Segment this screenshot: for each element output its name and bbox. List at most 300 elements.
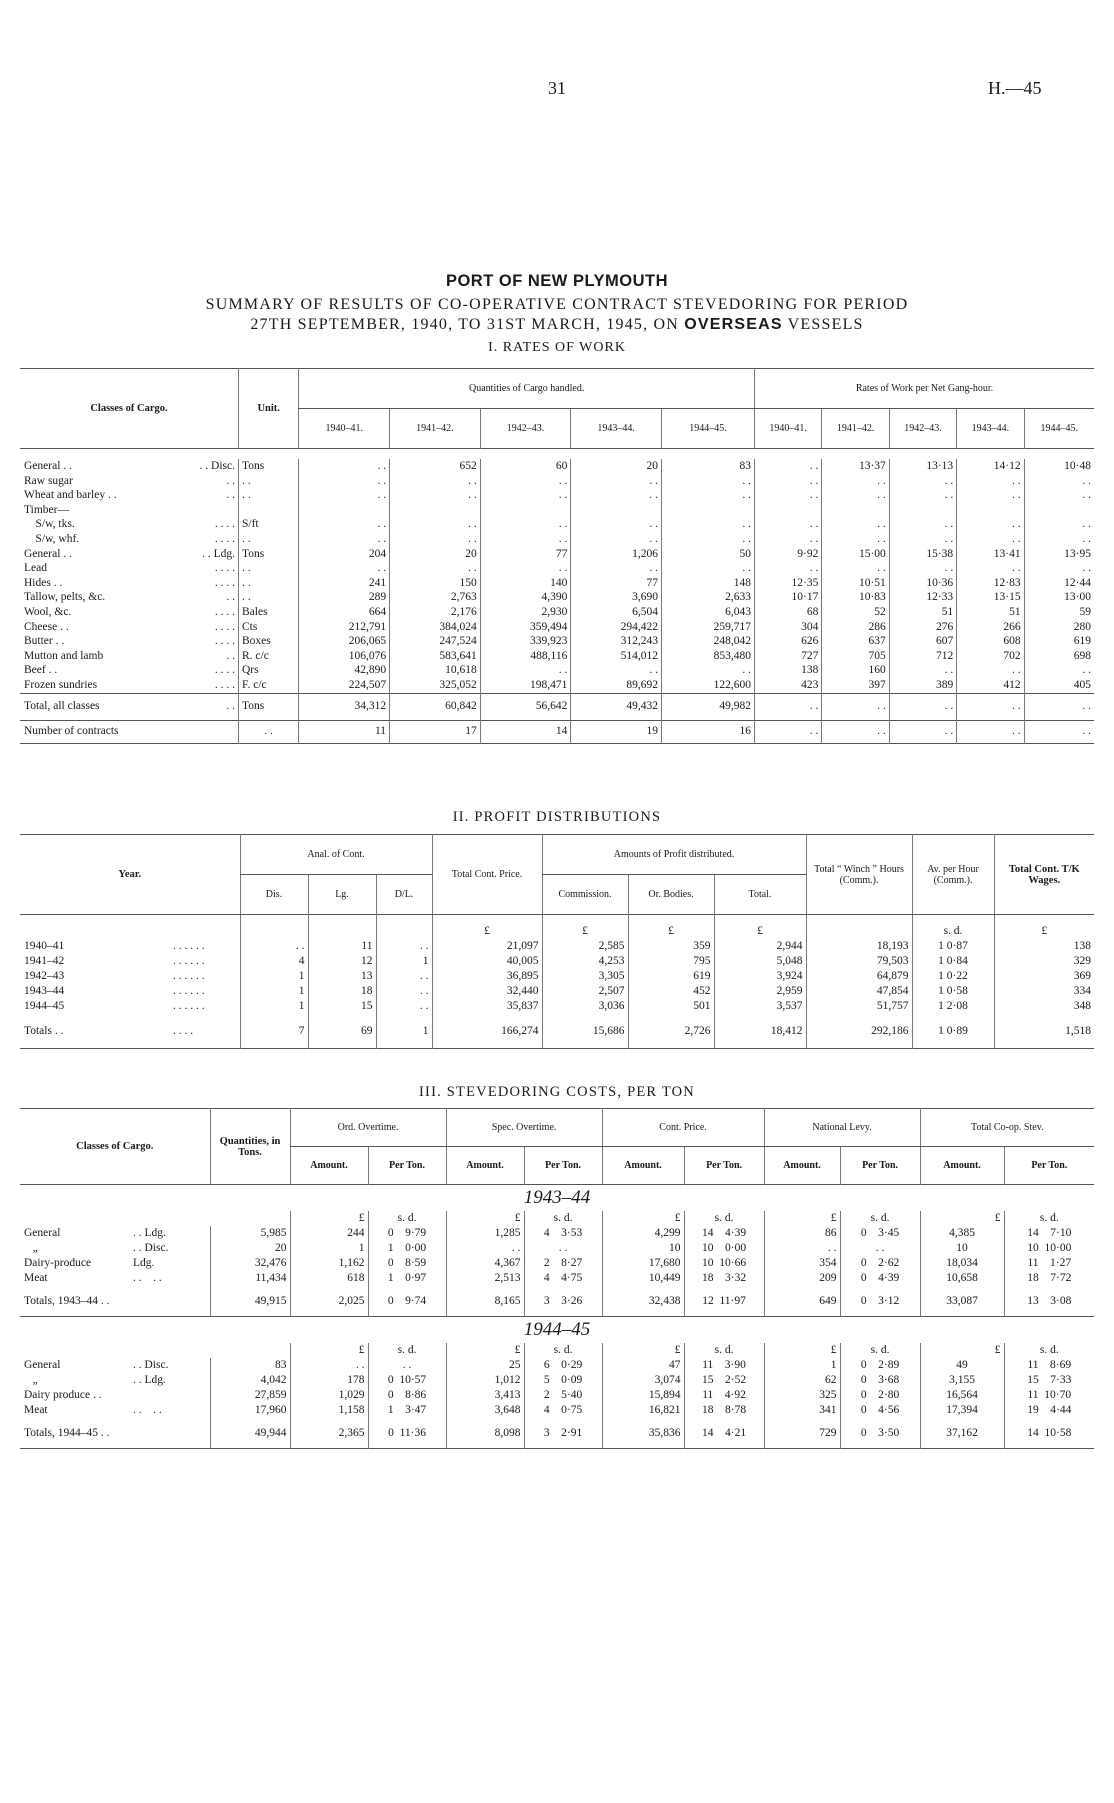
quantity-cell: 106,076: [299, 649, 390, 664]
cargo-class: „: [24, 1374, 38, 1386]
quantity-cell: . .: [299, 459, 390, 474]
cargo-row: [20, 503, 1094, 518]
profit-winch: 47,854: [806, 984, 912, 999]
quantity-cell: . .: [661, 474, 754, 489]
cost-coopp: 15 7·33: [1004, 1373, 1094, 1388]
rate-cell: . .: [957, 663, 1024, 678]
quantity-cell: 241: [299, 576, 390, 591]
cost-coop: 3,155: [920, 1373, 1004, 1388]
total-sub: . .: [226, 700, 235, 713]
cargo-class: Butter . .: [24, 635, 65, 648]
rate-cell: 702: [957, 649, 1024, 664]
leader-dots: . . . . . .: [173, 955, 205, 967]
rate-cell: . .: [754, 459, 821, 474]
quantity-cell: 339,923: [480, 634, 571, 649]
cost-contp: 15 2·52: [684, 1373, 764, 1388]
qty-year-header: 1941–42.: [390, 409, 481, 449]
cargo-unit: S/ft: [239, 517, 299, 532]
cost-row: [20, 1373, 1094, 1388]
rate-cell: 13·15: [957, 590, 1024, 605]
quantity-cell: 2,763: [390, 590, 481, 605]
unit-s-d: s. d.: [368, 1343, 446, 1358]
cargo-row: [20, 532, 1094, 547]
profit-bodies: 501: [628, 999, 714, 1014]
quantity-cell: 212,791: [299, 620, 390, 635]
cargo-subclass: . . . .: [214, 562, 235, 575]
profit-dis: . .: [240, 939, 308, 954]
rate-cell: 14·12: [957, 459, 1024, 474]
cost-cont: 3,074: [602, 1373, 684, 1388]
profit-price: 36,895: [432, 969, 542, 984]
contracts-count: 16: [661, 720, 754, 743]
profit-row: [20, 939, 1094, 954]
year-heading-row: [20, 1317, 1094, 1344]
profit-dl: 1: [376, 954, 432, 969]
rates-of-work-table: [20, 368, 1094, 744]
rate-cell: . .: [889, 517, 956, 532]
cargo-class: Meat: [24, 1404, 48, 1416]
quantity-cell: 77: [480, 547, 571, 562]
total-rate: . .: [1024, 693, 1094, 720]
rate-cell: 15·00: [822, 547, 889, 562]
totals-ordp: 0 11·36: [368, 1418, 446, 1449]
cost-spec: 3,648: [446, 1403, 524, 1418]
cargo-class: Beef . .: [24, 664, 58, 677]
cargo-subclass: . . . .: [214, 518, 235, 531]
cargo-subclass: . . . .: [214, 532, 235, 545]
unit-s-d: s. d.: [368, 1211, 446, 1226]
rate-cell: 68: [754, 605, 821, 620]
cargo-row: [20, 459, 1094, 474]
cost-ord: . .: [290, 1358, 368, 1373]
currency-commission: £: [542, 915, 628, 940]
blank-cell: [170, 915, 240, 940]
totals-dis: 7: [240, 1014, 308, 1049]
quantity-cell: 42,890: [299, 663, 390, 678]
year-label: 1944–45: [24, 1000, 65, 1012]
profit-bodies: 795: [628, 954, 714, 969]
total-row: [20, 693, 1094, 720]
rate-cell: 286: [822, 620, 889, 635]
quantity-cell: [661, 503, 754, 518]
cargo-subclass: . .: [226, 591, 235, 604]
unit-s-d: s. d.: [1004, 1343, 1094, 1358]
rate-cell: 698: [1024, 649, 1094, 664]
section-stevedoring-costs-heading: III. STEVEDORING COSTS, PER TON: [419, 1084, 695, 1100]
quantity-cell: . .: [661, 488, 754, 503]
quantity-cell: 853,480: [661, 649, 754, 664]
header-unit: Unit.: [239, 369, 299, 449]
profit-lg: 11: [308, 939, 376, 954]
rate-year-header: 1942–43.: [889, 409, 956, 449]
rate-cell: . .: [754, 532, 821, 547]
totals-lg: 69: [308, 1014, 376, 1049]
rate-cell: 138: [754, 663, 821, 678]
unit-pound: £: [602, 1343, 684, 1358]
rate-cell: 389: [889, 678, 956, 693]
units-row: [20, 1211, 1094, 1226]
unit-pound: £: [764, 1211, 840, 1226]
cargo-class: „: [24, 1242, 38, 1254]
header-lg: Lg.: [308, 875, 376, 915]
cost-row: [20, 1226, 1094, 1241]
per-ton-header: Per Ton.: [524, 1147, 602, 1185]
cargo-subclass: . . Disc.: [133, 1242, 169, 1254]
contracts-rate: . .: [957, 720, 1024, 743]
cargo-row: [20, 590, 1094, 605]
blank-cell: [240, 915, 308, 940]
units-row: [20, 1343, 1094, 1358]
rate-cell: . .: [957, 532, 1024, 547]
cargo-class: Dairy produce . .: [24, 1389, 102, 1401]
cargo-unit: Tons: [239, 547, 299, 562]
cost-ordp: 0 8·59: [368, 1256, 446, 1271]
unit-pound: £: [290, 1211, 368, 1226]
profit-price: 35,837: [432, 999, 542, 1014]
total-quantity: 56,642: [480, 693, 571, 720]
profit-total: 3,537: [714, 999, 806, 1014]
quantity-cell: [571, 503, 662, 518]
cargo-unit: Bales: [239, 605, 299, 620]
profit-tk: 329: [994, 954, 1094, 969]
qty-year-header: 1944–45.: [661, 409, 754, 449]
rate-cell: 10·17: [754, 590, 821, 605]
cargo-unit: . .: [239, 474, 299, 489]
quantity-cell: 77: [571, 576, 662, 591]
header-amounts-of-profit: Amounts of Profit distributed.: [542, 835, 806, 875]
cost-levy: 209: [764, 1271, 840, 1286]
cost-coop: 18,034: [920, 1256, 1004, 1271]
cargo-row: [20, 517, 1094, 532]
cargo-subclass: . .: [226, 649, 235, 662]
profit-price: 32,440: [432, 984, 542, 999]
section-rates-of-work-heading: I. RATES OF WORK: [488, 340, 626, 355]
cost-ord: 1,158: [290, 1403, 368, 1418]
rate-cell: 9·92: [754, 547, 821, 562]
cargo-row: [20, 663, 1094, 678]
profit-av: 1 0·87: [912, 939, 994, 954]
totals-coop: 37,162: [920, 1418, 1004, 1449]
period-text: 27TH SEPTEMBER, 1940, TO 31ST MARCH, 1945, ON: [250, 316, 685, 333]
profit-row: [20, 954, 1094, 969]
cost-levy: . .: [764, 1241, 840, 1256]
header-year: Year.: [20, 835, 240, 915]
header-quantities: Quantities of Cargo handled.: [299, 369, 755, 409]
totals-spec: 8,165: [446, 1286, 524, 1317]
header-commission: Commission.: [542, 875, 628, 915]
cost-coop: 10: [920, 1241, 1004, 1256]
quantity-cell: 20: [571, 459, 662, 474]
totals-specp: 3 3·26: [524, 1286, 602, 1317]
header-spec-overtime: Spec. Overtime.: [446, 1109, 602, 1147]
leader-dots: . . . . . .: [173, 940, 205, 952]
cost-coopp: 18 7·72: [1004, 1271, 1094, 1286]
quantity-tons: 83: [210, 1358, 290, 1373]
rate-cell: 619: [1024, 634, 1094, 649]
profit-dl: . .: [376, 999, 432, 1014]
rate-cell: 405: [1024, 678, 1094, 693]
year-label: 1943–44: [24, 985, 65, 997]
profit-total: 2,944: [714, 939, 806, 954]
rate-cell: . .: [754, 474, 821, 489]
profit-total: 3,924: [714, 969, 806, 984]
cost-coop: 10,658: [920, 1271, 1004, 1286]
rate-cell: 13·13: [889, 459, 956, 474]
currency-bodies: £: [628, 915, 714, 940]
rate-cell: 712: [889, 649, 956, 664]
total-quantity: 49,432: [571, 693, 662, 720]
cargo-class: General . .: [24, 547, 72, 560]
quantity-tons: 4,042: [210, 1373, 290, 1388]
quantity-cell: 2,176: [390, 605, 481, 620]
quantity-cell: 583,641: [390, 649, 481, 664]
rate-cell: . .: [754, 517, 821, 532]
cargo-subclass: . . . .: [133, 1404, 162, 1416]
cargo-class: S/w, tks.: [24, 518, 75, 531]
page-number: 31: [548, 78, 566, 98]
cargo-class: General: [24, 1359, 61, 1371]
quantity-cell: 10,618: [390, 663, 481, 678]
qty-year-header: 1940–41.: [299, 409, 390, 449]
profit-row: [20, 984, 1094, 999]
cargo-row: [20, 678, 1094, 693]
unit-pound: £: [602, 1211, 684, 1226]
profit-tk: 138: [994, 939, 1094, 954]
per-ton-header: Per Ton.: [368, 1147, 446, 1185]
rate-cell: 626: [754, 634, 821, 649]
cost-coopp: 11 8·69: [1004, 1358, 1094, 1373]
cost-cont: 10: [602, 1241, 684, 1256]
quantity-cell: 83: [661, 459, 754, 474]
totals-tk: 1,518: [994, 1014, 1094, 1049]
profit-av: 1 0·84: [912, 954, 994, 969]
parliamentary-reference: H.—45: [988, 78, 1042, 98]
contracts-count: 14: [480, 720, 571, 743]
unit-s-d: s. d.: [684, 1343, 764, 1358]
quantity-cell: . .: [661, 561, 754, 576]
cargo-unit: . .: [239, 590, 299, 605]
leader-dots: . . . . . .: [173, 985, 205, 997]
cost-row: [20, 1256, 1094, 1271]
quantity-cell: . .: [571, 561, 662, 576]
rate-cell: . .: [1024, 663, 1094, 678]
cargo-class: S/w, whf.: [24, 532, 80, 545]
totals-label: Totals, 1944–45 . .: [24, 1426, 110, 1439]
rates-table-body: [20, 449, 1094, 744]
report-subtitle: SUMMARY OF RESULTS OF CO-OPERATIVE CONTRACT STEVEDORING FOR PERIOD: [205, 296, 909, 313]
cargo-class: Mutton and lamb: [24, 649, 104, 662]
per-ton-header: Per Ton.: [840, 1147, 920, 1185]
cost-levy: 354: [764, 1256, 840, 1271]
unit-s-d: s. d.: [1004, 1211, 1094, 1226]
profit-winch: 51,757: [806, 999, 912, 1014]
contracts-rate: . .: [1024, 720, 1094, 743]
profit-table-header: [20, 835, 1094, 915]
cargo-row: [20, 474, 1094, 489]
total-unit: Tons: [239, 693, 299, 720]
cost-row: [20, 1271, 1094, 1286]
cost-ordp: 0 8·86: [368, 1388, 446, 1403]
quantity-cell: . .: [390, 517, 481, 532]
rate-cell: 51: [889, 605, 956, 620]
cost-row: [20, 1403, 1094, 1418]
profit-tk: 348: [994, 999, 1094, 1014]
header-dl: D/L.: [376, 875, 432, 915]
report-title: PORT OF NEW PLYMOUTH: [445, 272, 669, 290]
rate-cell: 423: [754, 678, 821, 693]
profit-winch: 64,879: [806, 969, 912, 984]
cargo-subclass: Ldg.: [133, 1257, 155, 1269]
cost-spec: 3,413: [446, 1388, 524, 1403]
quantity-cell: 20: [390, 547, 481, 562]
total-quantity: 60,842: [390, 693, 481, 720]
cargo-unit: Qrs: [239, 663, 299, 678]
profit-total: 2,959: [714, 984, 806, 999]
costs-table-body: [20, 1185, 1094, 1449]
cargo-class: Meat: [24, 1272, 48, 1284]
rate-cell: 13·00: [1024, 590, 1094, 605]
profit-comm: 2,507: [542, 984, 628, 999]
totals-coop: 33,087: [920, 1286, 1004, 1317]
cargo-unit: F. c/c: [239, 678, 299, 693]
quantity-cell: . .: [661, 663, 754, 678]
quantity-cell: 259,717: [661, 620, 754, 635]
cargo-subclass: . . . .: [133, 1272, 162, 1284]
header-quantities-in-tons: Quantities, in Tons.: [210, 1109, 290, 1185]
cargo-unit: Cts: [239, 620, 299, 635]
rate-cell: 412: [957, 678, 1024, 693]
cost-spec: 25: [446, 1358, 524, 1373]
cargo-subclass: . . . .: [214, 620, 235, 633]
cost-specp: 4 3·53: [524, 1226, 602, 1241]
unit-pound: £: [920, 1211, 1004, 1226]
rate-year-header: 1943–44.: [957, 409, 1024, 449]
rate-cell: . .: [957, 488, 1024, 503]
cost-coopp: 11 1·27: [1004, 1256, 1094, 1271]
quantity-cell: 488,116: [480, 649, 571, 664]
header-cont-price: Cont. Price.: [602, 1109, 764, 1147]
amount-header: Amount.: [446, 1147, 524, 1185]
rate-cell: . .: [1024, 474, 1094, 489]
cost-cont: 15,894: [602, 1388, 684, 1403]
header-national-levy: National Levy.: [764, 1109, 920, 1147]
cargo-class: Hides . .: [24, 576, 63, 589]
quantity-cell: . .: [661, 532, 754, 547]
cost-specp: 2 8·27: [524, 1256, 602, 1271]
quantity-cell: 6,504: [571, 605, 662, 620]
quantity-cell: [390, 503, 481, 518]
quantity-cell: . .: [571, 663, 662, 678]
cost-specp: 4 4·75: [524, 1271, 602, 1286]
cost-spec: . .: [446, 1241, 524, 1256]
totals-contp: 14 4·21: [684, 1418, 764, 1449]
rate-cell: 280: [1024, 620, 1094, 635]
blank-cell: [20, 915, 170, 940]
quantity-cell: . .: [480, 474, 571, 489]
rate-cell: . .: [754, 488, 821, 503]
header-tk-wages: Total Cont. T/K Wages.: [994, 835, 1094, 915]
rate-cell: 10·51: [822, 576, 889, 591]
quantity-cell: . .: [571, 488, 662, 503]
cost-levyp: 0 4·39: [840, 1271, 920, 1286]
cargo-class: Cheese . .: [24, 620, 69, 633]
report-period: [0, 316, 1114, 334]
rate-cell: 15·38: [889, 547, 956, 562]
header-dis: Dis.: [240, 875, 308, 915]
rate-cell: 705: [822, 649, 889, 664]
year-label: 1940–41: [24, 940, 65, 952]
cost-cont: 17,680: [602, 1256, 684, 1271]
rate-cell: 607: [889, 634, 956, 649]
cargo-unit: . .: [239, 488, 299, 503]
cost-cont: 4,299: [602, 1226, 684, 1241]
per-ton-header: Per Ton.: [684, 1147, 764, 1185]
profit-row: [20, 999, 1094, 1014]
contracts-count: 19: [571, 720, 662, 743]
unit-pound: £: [764, 1343, 840, 1358]
quantity-tons: 11,434: [210, 1271, 290, 1286]
rate-cell: 12·83: [957, 576, 1024, 591]
quantity-cell: . .: [571, 517, 662, 532]
totals-label: Totals, 1943–44 . .: [24, 1294, 110, 1307]
cargo-subclass: . . Ldg.: [133, 1374, 166, 1386]
quantity-cell: 247,524: [390, 634, 481, 649]
rate-cell: 13·95: [1024, 547, 1094, 562]
totals-cont: 32,438: [602, 1286, 684, 1317]
cargo-class: Tallow, pelts, &c.: [24, 591, 106, 604]
blank-cell: [376, 915, 432, 940]
cost-specp: 6 0·29: [524, 1358, 602, 1373]
contracts-row: [20, 720, 1094, 743]
cost-totals-row: [20, 1286, 1094, 1317]
overseas-emphasis: OVERSEAS: [684, 316, 783, 333]
cargo-subclass: . . Ldg.: [133, 1227, 166, 1239]
cost-ord: 1,029: [290, 1388, 368, 1403]
totals-coopp: 14 10·58: [1004, 1418, 1094, 1449]
cost-coop: 4,385: [920, 1226, 1004, 1241]
cost-ordp: 1 0·00: [368, 1241, 446, 1256]
cargo-row: [20, 649, 1094, 664]
profit-bodies: 619: [628, 969, 714, 984]
profit-totals-row: [20, 1014, 1094, 1049]
cost-ord: 178: [290, 1373, 368, 1388]
cargo-unit: . .: [239, 561, 299, 576]
year-label: 1941–42: [24, 955, 65, 967]
cost-specp: . .: [524, 1241, 602, 1256]
unit-s-d: s. d.: [524, 1343, 602, 1358]
cost-levyp: 0 2·89: [840, 1358, 920, 1373]
cargo-subclass: . . Disc.: [199, 460, 235, 472]
totals-contp: 12 11·97: [684, 1286, 764, 1317]
qty-year-header: 1942–43.: [480, 409, 571, 449]
cargo-unit: Tons: [239, 459, 299, 474]
profit-lg: 13: [308, 969, 376, 984]
rate-year-header: 1941–42.: [822, 409, 889, 449]
rate-cell: 10·48: [1024, 459, 1094, 474]
rate-cell: . .: [822, 474, 889, 489]
cost-levy: 86: [764, 1226, 840, 1241]
quantity-tons: 27,859: [210, 1388, 290, 1403]
quantity-cell: . .: [299, 532, 390, 547]
profit-row: [20, 969, 1094, 984]
quantity-tons: 5,985: [210, 1226, 290, 1241]
rate-cell: . .: [822, 488, 889, 503]
totals-ord: 2,025: [290, 1286, 368, 1317]
profit-winch: 79,503: [806, 954, 912, 969]
quantity-cell: 148: [661, 576, 754, 591]
quantity-cell: 384,024: [390, 620, 481, 635]
quantity-cell: 206,065: [299, 634, 390, 649]
